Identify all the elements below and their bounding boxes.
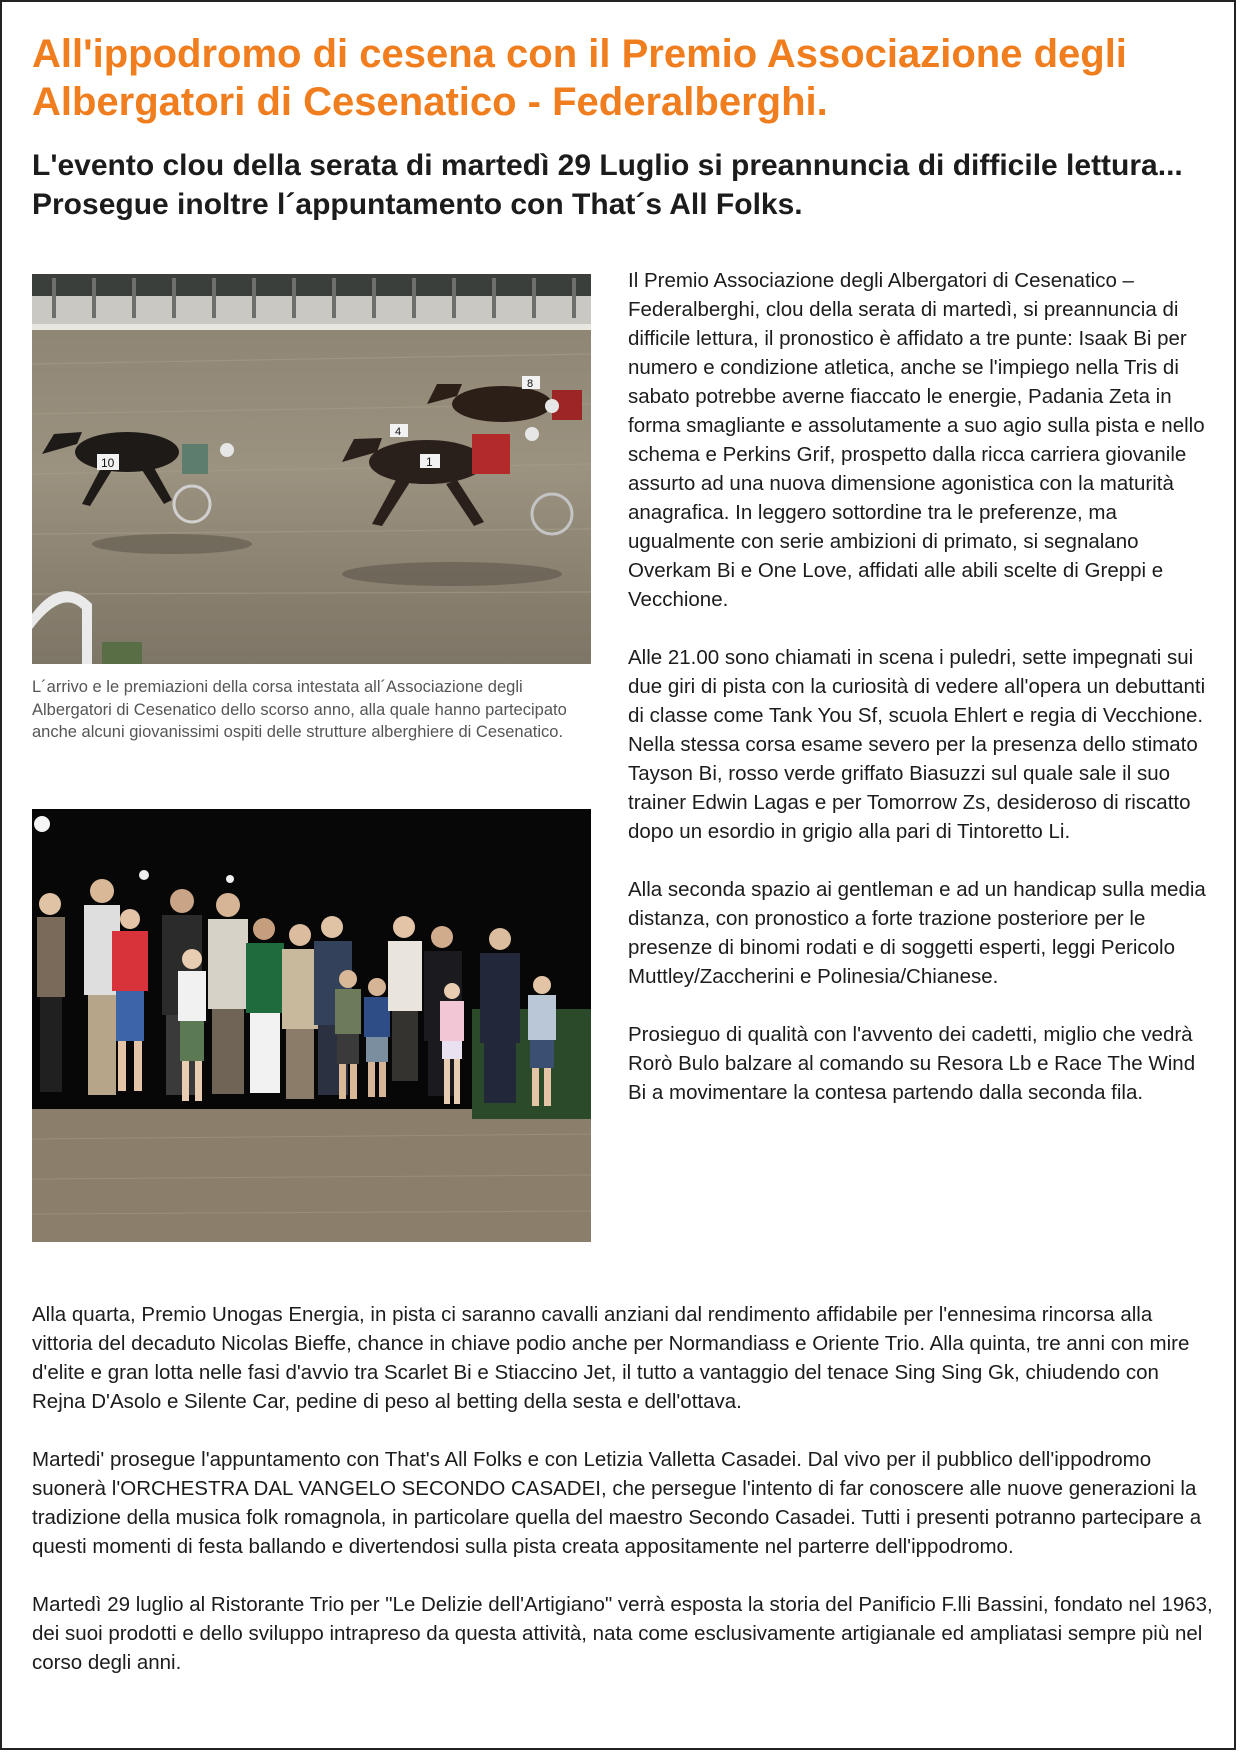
article-paragraph: Alla seconda spazio ai gentleman e ad un handicap sulla media distanza, con pronostico a forte trazione posteriore per le presenze di binomi rodati e di soggetti esperti, leggi Pericolo Muttley/Zaccherini e Polinesia/Chianese. — [628, 878, 1206, 988]
photo-caption: L´arrivo e le premiazioni della corsa intestata all´Associazione degli Albergatori di Cesenatico dello scorso anno, alla quale hanno partecipato anche alcuni giovanissimi ospiti delle strutture alberghiere di Cesenatico. — [32, 678, 567, 741]
article-right-column — [628, 266, 1212, 1136]
saddle-cloth-number: 8 — [527, 378, 534, 390]
article-paragraph: Alle 21.00 sono chiamati in scena i puledri, sette impegnati sui due giri di pista con la curiosità di vedere all'opera un debuttanti di classe come Tank You Sf, scuola Ehlert e regia di Vecchione. Nella stessa corsa esame severo per la presenza dello stimato Tayson Bi, rosso verde griffato Biasuzzi sul quale sale il suo trainer Edwin Lagas e per Tomorrow Zs, desideroso di riscatto dopo un esordio in grigio alla pari di Tintoretto Li. — [628, 646, 1206, 843]
award-ceremony-photo — [32, 809, 591, 1242]
article-title: All'ippodromo di cesena con il Premio Associazione degli Albergatori di Cesenatico - Federalberghi. — [32, 32, 1127, 124]
saddle-cloth-number: 10 — [101, 456, 115, 470]
article-paragraph: Il Premio Associazione degli Albergatori di Cesenatico – Federalberghi, clou della serata di martedì, si preannuncia di difficile lettura, il pronostico è affidato a tre punte: Isaak Bi per numero e condizione atletica, anche se l'impiego nella Tris di sabato potrebbe averne fiaccato le energie, Padania Zeta in forma smagliante e assolutamente a suo agio sulla pista e nello schema e Perkins Grif, prospetto dalla ricca carriera giovanile assurto ad una nuova dimensione agonistica con la maturità anagrafica. In leggero sottordine tra le preferenze, ma ugualmente con serie ambizioni di primato, si segnalano Overkam Bi e One Love, affidati alle abili scelte di Greppi e Vecchione. — [628, 269, 1205, 611]
saddle-cloth-number: 4 — [395, 426, 402, 438]
saddle-cloth-number: 1 — [426, 455, 433, 469]
person-figure — [37, 893, 65, 1092]
award-ceremony-image — [32, 809, 591, 1242]
article-full-width-body — [32, 1300, 1216, 1706]
race-finish-photo — [32, 274, 591, 664]
race-finish-image — [32, 274, 591, 664]
article-paragraph: Martedì 29 luglio al Ristorante Trio per "Le Delizie dell'Artigiano" verrà esposta la storia del Panificio F.lli Bassini, fondato nel 1963, dei suoi prodotti e dello sviluppo intrapreso da questa attività, nata come esclusivamente artigianale ed ampliatasi sempre più nel corso degli anni. — [32, 1593, 1213, 1674]
article-paragraph: Prosieguo di qualità con l'avvento dei cadetti, miglio che vedrà Rorò Bulo balzare al comando su Resora Lb e Race The Wind Bi a movimentare la contesa partendo dalla seconda fila. — [628, 1023, 1196, 1104]
article-subtitle: L'evento clou della serata di martedì 29 Luglio si preannuncia di difficile lettura... Prosegue inoltre l´appuntamento con That´s All Folks. — [32, 149, 1183, 221]
article-paragraph: Alla quarta, Premio Unogas Energia, in pista ci saranno cavalli anziani dal rendimento affidabile per l'ennesima rincorsa alla vittoria del decaduto Nicolas Bieffe, chance in chiave podio anche per Normandiass e Oriente Trio. Alla quinta, tre anni con mire d'elite e gran lotta nelle fasi d'avvio tra Scarlet Bi e Stiaccino Jet, il tutto a vantaggio del tenace Sing Sing Gk, chiudendo con Rejna D'Asolo e Silente Car, pedine di peso al betting della sesta e dell'ottava. — [32, 1303, 1190, 1413]
article-paragraph: Martedi' prosegue l'appuntamento con That's All Folks e con Letizia Valletta Casadei. Dal vivo per il pubblico dell'ippodromo suonerà l'ORCHESTRA DAL VANGELO SECONDO CASADEI, che persegue l'intento di far conoscere alle nuove generazioni la tradizione della musica folk romagnola, in particolare quella del maestro Secondo Casadei. Tutti i presenti potranno partecipare a questi momenti di festa ballando e divertendosi sulla pista creata appositamente nel parterre dell'ippodromo. — [32, 1448, 1202, 1558]
